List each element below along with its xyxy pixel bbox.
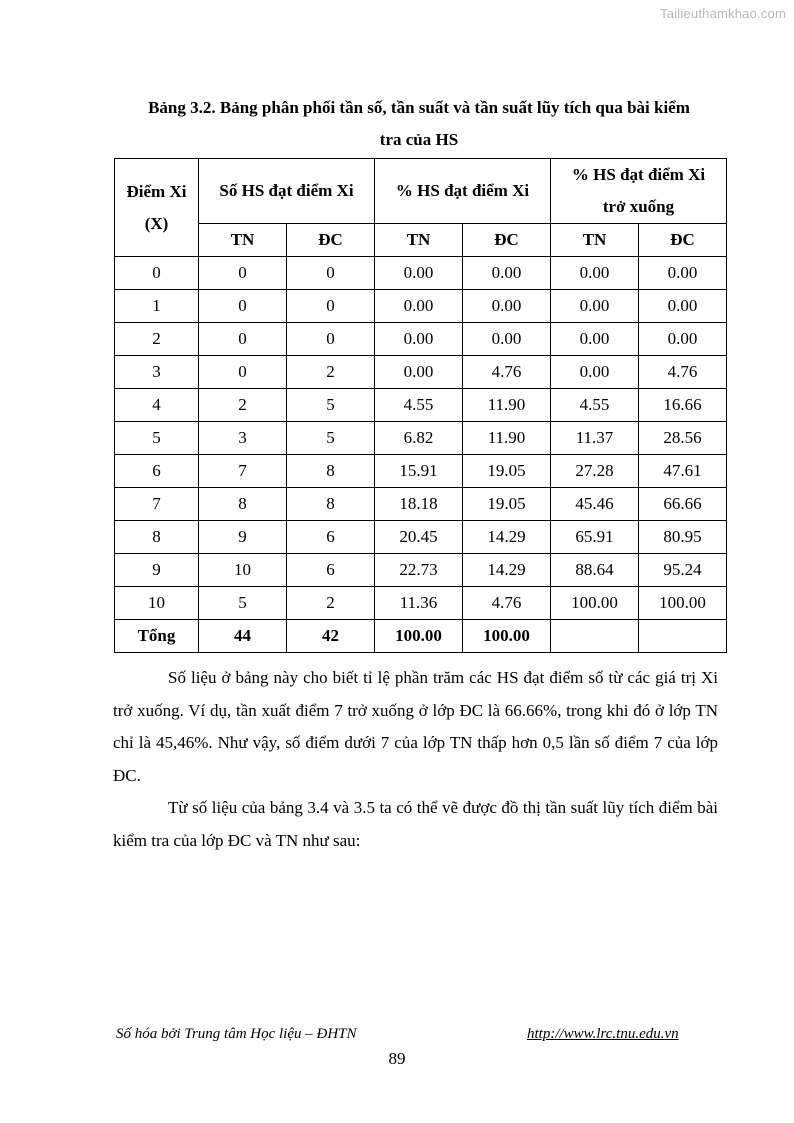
footer-link[interactable]: http://www.lrc.tnu.edu.vn — [527, 1026, 679, 1042]
subheader-dc: ĐC — [639, 224, 727, 257]
table-cell: 2 — [287, 356, 375, 389]
table-cell: 3 — [115, 356, 199, 389]
table-cell: 0.00 — [375, 323, 463, 356]
table-cell: 0.00 — [375, 257, 463, 290]
table-cell: 9 — [199, 521, 287, 554]
caption-line-2: tra của HS — [379, 130, 459, 149]
table-row — [115, 290, 727, 323]
table-cell: 11.37 — [551, 422, 639, 455]
frequency-table — [114, 158, 727, 653]
header-student-count: Số HS đạt điểm Xi — [199, 159, 375, 224]
table-cell: 100.00 — [639, 587, 727, 620]
table-cell: Tổng — [115, 620, 199, 653]
table-cell: 0.00 — [551, 356, 639, 389]
table-cell — [551, 620, 639, 653]
table-cell: 10 — [115, 587, 199, 620]
table-cell: 0 — [199, 323, 287, 356]
table-cell: 22.73 — [375, 554, 463, 587]
caption-line-1: Bảng 3.2. Bảng phân phối tần số, tần suất và tần suất lũy tích qua bài kiểm — [148, 98, 690, 117]
table-cell: 4.76 — [639, 356, 727, 389]
table-row — [115, 356, 727, 389]
table-cell: 3 — [199, 422, 287, 455]
table-cell: 0 — [287, 290, 375, 323]
table-cell: 14.29 — [463, 521, 551, 554]
table-cell: 0.00 — [639, 290, 727, 323]
table-cell: 6 — [287, 554, 375, 587]
table-cell: 0.00 — [639, 257, 727, 290]
table-cell: 66.66 — [639, 488, 727, 521]
table-cell: 2 — [287, 587, 375, 620]
table-cell: 16.66 — [639, 389, 727, 422]
table-total-row — [115, 620, 727, 653]
table-cell: 2 — [115, 323, 199, 356]
watermark: Tailieuthamkhao.com — [660, 6, 786, 21]
table-cell: 0 — [199, 257, 287, 290]
table-cell: 0.00 — [551, 257, 639, 290]
table-row — [115, 521, 727, 554]
table-cell: 0.00 — [375, 290, 463, 323]
body-paragraph: Từ số liệu của bảng 3.4 và 3.5 ta có thể vẽ được đồ thị tần suất lũy tích điểm bài kiểm tra của lớp ĐC và TN như sau: — [113, 798, 718, 850]
table-cell: 6 — [115, 455, 199, 488]
table-cell: 45.46 — [551, 488, 639, 521]
table-cell: 65.91 — [551, 521, 639, 554]
table-row — [115, 257, 727, 290]
table-cell: 5 — [115, 422, 199, 455]
table-cell: 0.00 — [551, 323, 639, 356]
table-cell: 0 — [287, 257, 375, 290]
table-cell: 9 — [115, 554, 199, 587]
table-cell: 19.05 — [463, 488, 551, 521]
table-cell: 27.28 — [551, 455, 639, 488]
table-cell: 5 — [287, 422, 375, 455]
subheader-dc: ĐC — [287, 224, 375, 257]
table-cell: 80.95 — [639, 521, 727, 554]
table-cell: 88.64 — [551, 554, 639, 587]
subheader-tn: TN — [375, 224, 463, 257]
table-cell: 100.00 — [551, 587, 639, 620]
table-cell: 95.24 — [639, 554, 727, 587]
table-cell: 15.91 — [375, 455, 463, 488]
table-cell: 4 — [115, 389, 199, 422]
table-cell: 0.00 — [375, 356, 463, 389]
table-row — [115, 323, 727, 356]
table-cell: 10 — [199, 554, 287, 587]
table-cell: 8 — [287, 455, 375, 488]
table-cell: 100.00 — [463, 620, 551, 653]
table-cell: 18.18 — [375, 488, 463, 521]
table-cell: 100.00 — [375, 620, 463, 653]
table-cell: 8 — [199, 488, 287, 521]
table-cell: 8 — [287, 488, 375, 521]
table-cell: 0 — [287, 323, 375, 356]
table-cell: 4.55 — [551, 389, 639, 422]
footer-source: Số hóa bởi Trung tâm Học liệu – ĐHTN — [116, 1026, 357, 1042]
table-cell: 42 — [287, 620, 375, 653]
table-cell: 20.45 — [375, 521, 463, 554]
header-score: Điểm Xi (X) — [115, 159, 199, 257]
table-cell: 0.00 — [463, 257, 551, 290]
table-cell: 7 — [199, 455, 287, 488]
table-cell: 0.00 — [639, 323, 727, 356]
table-cell: 44 — [199, 620, 287, 653]
header-percent: % HS đạt điểm Xi — [375, 159, 551, 224]
subheader-tn: TN — [199, 224, 287, 257]
table-cell: 5 — [287, 389, 375, 422]
table-cell: 19.05 — [463, 455, 551, 488]
table-cell: 2 — [199, 389, 287, 422]
table-row — [115, 389, 727, 422]
table-cell: 1 — [115, 290, 199, 323]
subheader-dc: ĐC — [463, 224, 551, 257]
page-number: 89 — [388, 1049, 406, 1068]
table-cell: 8 — [115, 521, 199, 554]
table-cell: 14.29 — [463, 554, 551, 587]
table-cell: 6 — [287, 521, 375, 554]
table-cell: 4.55 — [375, 389, 463, 422]
table-cell: 0 — [199, 356, 287, 389]
table-caption — [112, 92, 726, 156]
table-cell: 11.90 — [463, 389, 551, 422]
table-cell: 0.00 — [463, 290, 551, 323]
table-cell: 11.90 — [463, 422, 551, 455]
table-cell: 4.76 — [463, 587, 551, 620]
table-cell: 0.00 — [463, 323, 551, 356]
table-cell: 5 — [199, 587, 287, 620]
table-row — [115, 488, 727, 521]
table-cell: 0.00 — [551, 290, 639, 323]
table-cell: 0 — [115, 257, 199, 290]
table-row — [115, 587, 727, 620]
table-cell: 47.61 — [639, 455, 727, 488]
table-row — [115, 422, 727, 455]
header-cumulative-percent: % HS đạt điểm Xi trở xuống — [551, 159, 727, 224]
body-paragraph: Số liệu ở bảng này cho biết tỉ lệ phần trăm các HS đạt điểm số từ các giá trị Xi trở xuống. Ví dụ, tần xuất điểm 7 trở xuống ở lớp ĐC là 66.66%, trong khi đó ở lớp TN chỉ là 45,46%. Như vậy, số điểm dưới 7 của lớp TN thấp hơn 0,5 lần số điểm 7 của lớp ĐC. — [113, 668, 718, 785]
subheader-tn: TN — [551, 224, 639, 257]
table-cell: 4.76 — [463, 356, 551, 389]
table-cell: 6.82 — [375, 422, 463, 455]
table-cell: 11.36 — [375, 587, 463, 620]
table-cell — [639, 620, 727, 653]
table-cell: 28.56 — [639, 422, 727, 455]
table-row — [115, 455, 727, 488]
table-cell: 7 — [115, 488, 199, 521]
table-row — [115, 554, 727, 587]
table-cell: 0 — [199, 290, 287, 323]
